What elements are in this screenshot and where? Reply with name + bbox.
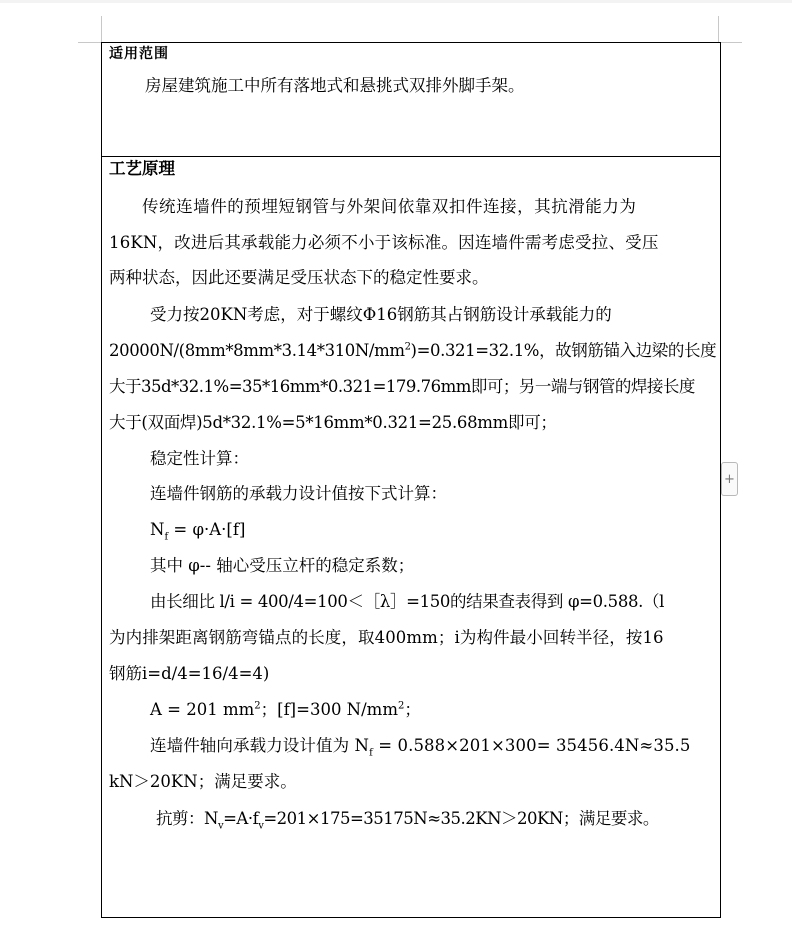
principle-line-13: 钢筋i=d/4=16/4=4) [109,664,270,683]
principle-line-3: 两种状态，因此还要满足受压状态下的稳定性要求。 [109,268,489,287]
crop-mark-top-left-horizontal [78,42,102,43]
principle-line-12: 为内排架距离钢筋弯锚点的长度，取400mm；i为构件最小回转半径，按16 [109,628,664,647]
principle-line-14: A = 201 $mm^2$；[f]=300 $N/mm^2$； [150,700,421,719]
principle-line-15: 连墙件轴向承载力设计值为 $N_f = 0.588\times 201\times 300= 35456.4N\approx 35.5$ [150,736,691,759]
principle-line-11: 由长细比 l/i = 400/4=100＜［λ］=150的结果查表得到 φ=0.588.（l [150,592,665,611]
principle-line-2: 16KN，改进后其承载能力必须不小于该标准。因连墙件需考虑受拉、受压 [109,233,659,252]
principle-line-7: 大于(双面焊)5d*32.1%=5*16mm*0.321=25.68mm即可； [109,413,557,432]
crop-mark-top-right-horizontal [718,42,742,43]
document-table [101,42,721,918]
scope-text: 房屋建筑施工中所有落地式和悬挑式双排外脚手架。 [145,76,525,95]
expand-plus-button[interactable]: + [721,462,738,496]
principle-line-6: 大于35d*32.1%=35*16mm*0.321=179.76mm即可；另一端与钢管的焊接长度 [109,377,695,396]
table-row-divider [102,156,720,157]
principle-line-1: 传统连墙件的预埋短钢管与外架间依靠双扣件连接，其抗滑能力为 [142,197,637,216]
principle-line-17: 抗剪：$N_v=A\cdot f_v=201\times 175=35175N\approx 35.2KN>20KN$；满足要求。 [156,809,659,832]
crop-mark-top-left-vertical [101,16,102,42]
principle-line-10: 其中 φ-- 轴心受压立杆的稳定系数； [150,556,415,575]
formula-line: $N_f = \varphi\cdot A\cdot[f]$ [150,520,246,543]
top-toolbar-edge [0,0,792,3]
principle-line-8: 稳定性计算： [150,449,249,468]
principle-line-4: 受力按20KN考虑，对于螺纹Φ16钢筋其占钢筋设计承载能力的 [150,305,612,324]
crop-mark-top-right-vertical [718,16,719,42]
section-heading-scope: 适用范围 [109,46,169,62]
section-heading-principle: 工艺原理 [109,159,175,178]
principle-line-16: kN＞20KN；满足要求。 [109,772,297,791]
principle-line-5: $20000N/(8mm*8mm*3.14*310N/mm^2)=0.321=32.1\%$，故钢筋锚入边梁的长度 [109,341,717,360]
principle-line-9: 连墙件钢筋的承载力设计值按下式计算： [150,484,447,503]
